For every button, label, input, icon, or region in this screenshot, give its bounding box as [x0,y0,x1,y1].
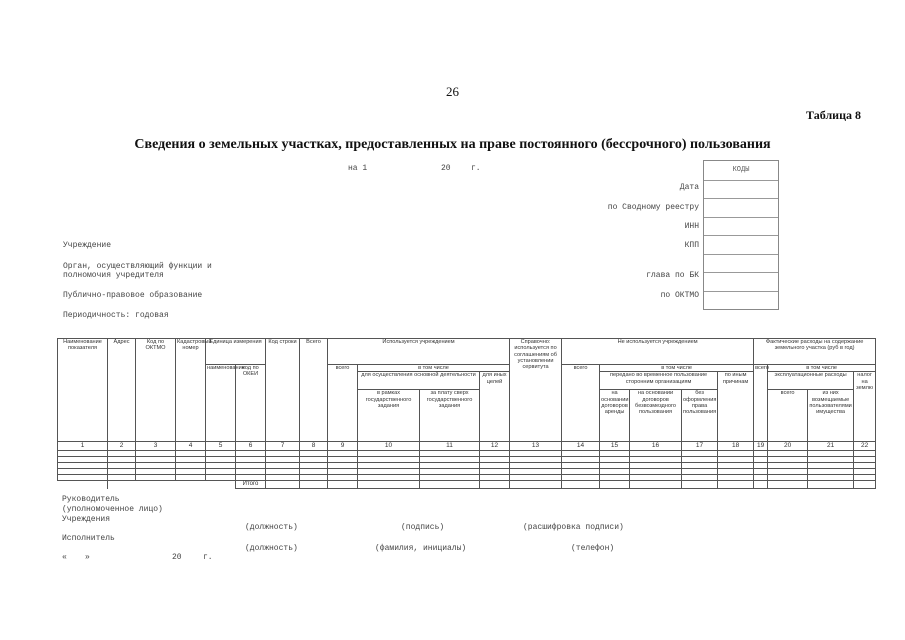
h-name: Наименование показателя [58,339,108,442]
h-land-tax: налог на землю [854,372,876,442]
h-expenses: Фактические расходы на содержание земельного участка (руб в год) [754,339,876,365]
h-used-incl: в том числе [358,365,510,372]
h-state-task: в рамках государственного задания [358,390,420,442]
caption-signature: (подпись) [401,523,445,532]
caption-phone: (телефон) [571,544,615,553]
col-num: 10 [358,442,420,451]
h-cadastral: Кадастровый номер [176,339,206,442]
h-not-used: Не используется учреждением [562,339,754,365]
quote-open: « [62,553,67,562]
h-nu-incl: в том числе [600,365,754,372]
col-num: 12 [480,442,510,451]
h-main-activity: для осуществления основной деятельности [358,372,480,390]
caption-name: (фамилия, инициалы) [375,544,467,553]
page-number: 26 [446,84,459,99]
code-cell-blank[interactable] [704,291,778,310]
code-cell-registry[interactable] [704,198,778,217]
h-used-total: всего [328,365,358,442]
h-free-use: на основании договоров безвозмездного пользования [630,390,682,442]
head-label-2: (уполномоченное лицо) [62,505,163,514]
h-other-reasons: по иным причинам [718,372,754,442]
codes-box [703,160,779,310]
h-row-code: Код строки [266,339,300,442]
h-used: Используется учреждением [328,339,510,365]
col-num: 9 [328,442,358,451]
h-comp-from: из них возмещаемые пользователями имущества [808,390,854,442]
label-chapter: глава по БК [646,271,699,280]
h-servitude: Справочно: используется по соглашениям об установлении сервитута [510,339,562,442]
land-plots-table [57,338,876,489]
col-num: 13 [510,442,562,451]
label-kpp: КПП [684,241,699,250]
sign-year: 20 [172,553,182,562]
h-other-goals: для иных целей [480,372,510,442]
label-oktmo: по ОКТМО [660,291,699,300]
h-address: Адрес [108,339,136,442]
col-num: 2 [108,442,136,451]
label-registry: по Сводному реестру [607,203,699,212]
document-title: Сведения о земельных участках, предоставленных на праве постоянного (бессрочного) пользования [134,137,771,152]
col-num: 17 [682,442,718,451]
col-num: 5 [206,442,236,451]
code-cell-inn[interactable] [704,217,778,236]
col-num: 18 [718,442,754,451]
date-prefix: на 1 [348,164,368,173]
col-num: 1 [58,442,108,451]
col-num: 21 [808,442,854,451]
h-unit-okei: код по ОКЕИ [236,365,266,442]
codes-header: КОДЫ [732,166,750,174]
label-institution: Учреждение [63,241,112,250]
code-cell-oktmo[interactable] [704,272,778,291]
quote-close: » [85,553,90,562]
h-comp-total: всего [768,390,808,442]
col-num: 22 [854,442,876,451]
h-nu-total: всего [562,365,600,442]
caption-decoding: (расшифровка подписи) [523,523,624,532]
col-num: 20 [768,442,808,451]
h-unit-name: наименование [206,365,236,442]
sign-year-suffix: г. [203,553,213,562]
col-num: 4 [176,442,206,451]
col-num: 8 [300,442,328,451]
col-num: 19 [754,442,768,451]
h-transferred: передано во временное пользование сторонним организациям [600,372,718,390]
h-unit: Единица измерения [206,339,266,365]
h-no-formal: без оформления права пользования [682,390,718,442]
col-num: 3 [136,442,176,451]
h-total: Всего [300,339,328,442]
col-num: 7 [266,442,300,451]
label-periodicity: Периодичность: годовая [63,311,169,320]
label-date: Дата [679,183,699,192]
label-founder-2: полномочия учредителя [63,271,164,280]
head-label-1: Руководитель [62,495,120,504]
col-num: 15 [600,442,630,451]
caption-position: (должность) [245,523,298,532]
h-exp-incl: в том числе [768,365,876,372]
h-paid: за плату сверх государственного задания [420,390,480,442]
total-row [58,481,876,489]
col-num: 16 [630,442,682,451]
executor-label: Исполнитель [62,534,115,543]
date-year: 20 [441,164,451,173]
h-lease: на основании договоров аренды [600,390,630,442]
code-cell-kpp[interactable] [704,235,778,254]
label-public-entity: Публично-правовое образование [63,291,203,300]
col-num: 6 [236,442,266,451]
h-oktmo: Код по ОКТМО [136,339,176,442]
date-suffix: г. [471,164,481,173]
code-cell-date[interactable] [704,180,778,199]
label-founder-1: Орган, осуществляющий функции и [63,262,212,271]
h-operating: эксплуатационные расходы [768,372,854,390]
head-label-3: Учреждения [62,515,111,524]
code-cell-chapter[interactable] [704,254,778,273]
col-num: 11 [420,442,480,451]
label-inn: ИНН [684,222,699,231]
total-label: Итого [236,481,266,489]
table-number: Таблица 8 [806,108,861,122]
col-num: 14 [562,442,600,451]
h-exp-total: всего [754,365,768,442]
caption-position-2: (должность) [245,544,298,553]
